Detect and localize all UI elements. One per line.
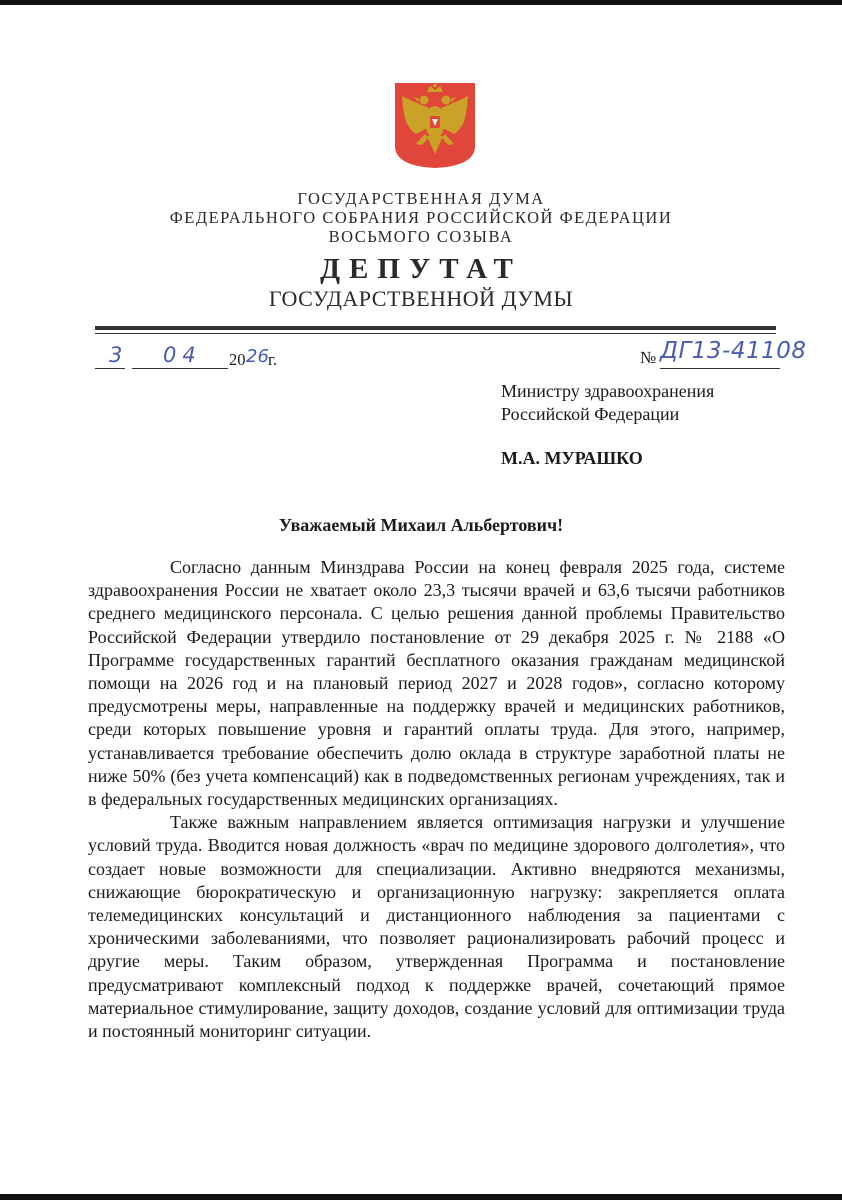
date-day: 3 xyxy=(109,343,123,367)
number-sign: № xyxy=(640,348,657,367)
date-suffix: г. xyxy=(268,350,278,369)
registration-number: ДГ13-41108 xyxy=(660,338,807,364)
letterhead-divider-thin xyxy=(95,333,776,334)
scan-bottom-edge xyxy=(0,1194,842,1200)
registration-number-underline xyxy=(660,368,780,369)
letterhead-title: ДЕПУТАТ xyxy=(320,253,522,285)
date-month-underline xyxy=(132,368,228,369)
addressee-line-2: Российской Федерации xyxy=(501,404,680,424)
date-year-prefix: 20 xyxy=(229,350,246,369)
org-line-2: ФЕДЕРАЛЬНОГО СОБРАНИЯ РОССИЙСКОЙ ФЕДЕРАЦИИ xyxy=(169,208,673,227)
letterhead-subtitle: ГОСУДАРСТВЕННОЙ ДУМЫ xyxy=(268,286,574,311)
org-line-1: ГОСУДАРСТВЕННАЯ ДУМА xyxy=(297,189,545,208)
body-paragraph-2: Также важным направлением является оптимизация нагрузки и улучшение условий труда. Вводится новая должность «врач по медицине здорового долголетия», что создает новые возможности для специализации. Активно внедряются механизмы, снижающие бюрократическую и организационную нагрузку: закрепляется оплата телемедицинских консультаций и дистанционного наблюдения за пациентами с хроническими заболеваниями, что позволяет рационализировать рабочий процесс и другие меры. Таким образом, утвержденная Программа и постановление предусматривают комплексный подход к поддержке врачей, сочетающий прямое материальное стимулирование, защиту доходов, создание условий для оптимизации труда и постоянный мониторинг ситуации. xyxy=(88,812,785,1042)
coat-of-arms-icon xyxy=(394,82,476,169)
addressee-line-1: Министру здравоохранения xyxy=(501,381,715,401)
scan-top-edge xyxy=(0,0,842,5)
date-day-underline xyxy=(95,368,125,369)
date-month: 04 xyxy=(163,343,202,367)
body-paragraph-1: Согласно данным Минздрава России на конец февраля 2025 года, системе здравоохранения России не хватает около 23,3 тысячи врачей и 63,6 тысячи работников среднего медицинского персонала. С целью решения данной проблемы Правительство Российской Федерации утвердило постановление от 29 декабря 2025 г. № 2188 «О Программе государственных гарантий бесплатного оказания гражданам медицинской помощи на 2026 год и на плановый период 2027 и 2028 годов», согласно которому предусмотрены меры, направленные на поддержку врачей и медицинских работников, среди которых повышение уровня и гарантий оплаты труда. Для этого, например, устанавливается требование обеспечить долю оклада в структуре заработной платы не ниже 50% (без учета компенсаций) как в подведомственных регионам учреждениях, так и в федеральных государственных медицинских организациях. xyxy=(88,557,785,810)
org-line-3: ВОСЬМОГО СОЗЫВА xyxy=(328,227,514,246)
letter-body xyxy=(88,556,785,1043)
date-year-digits: 26 xyxy=(246,346,269,367)
salutation: Уважаемый Михаил Альбертович! xyxy=(278,515,564,535)
letterhead-divider-thick xyxy=(95,326,776,330)
addressee-name: М.А. МУРАШКО xyxy=(501,448,643,468)
